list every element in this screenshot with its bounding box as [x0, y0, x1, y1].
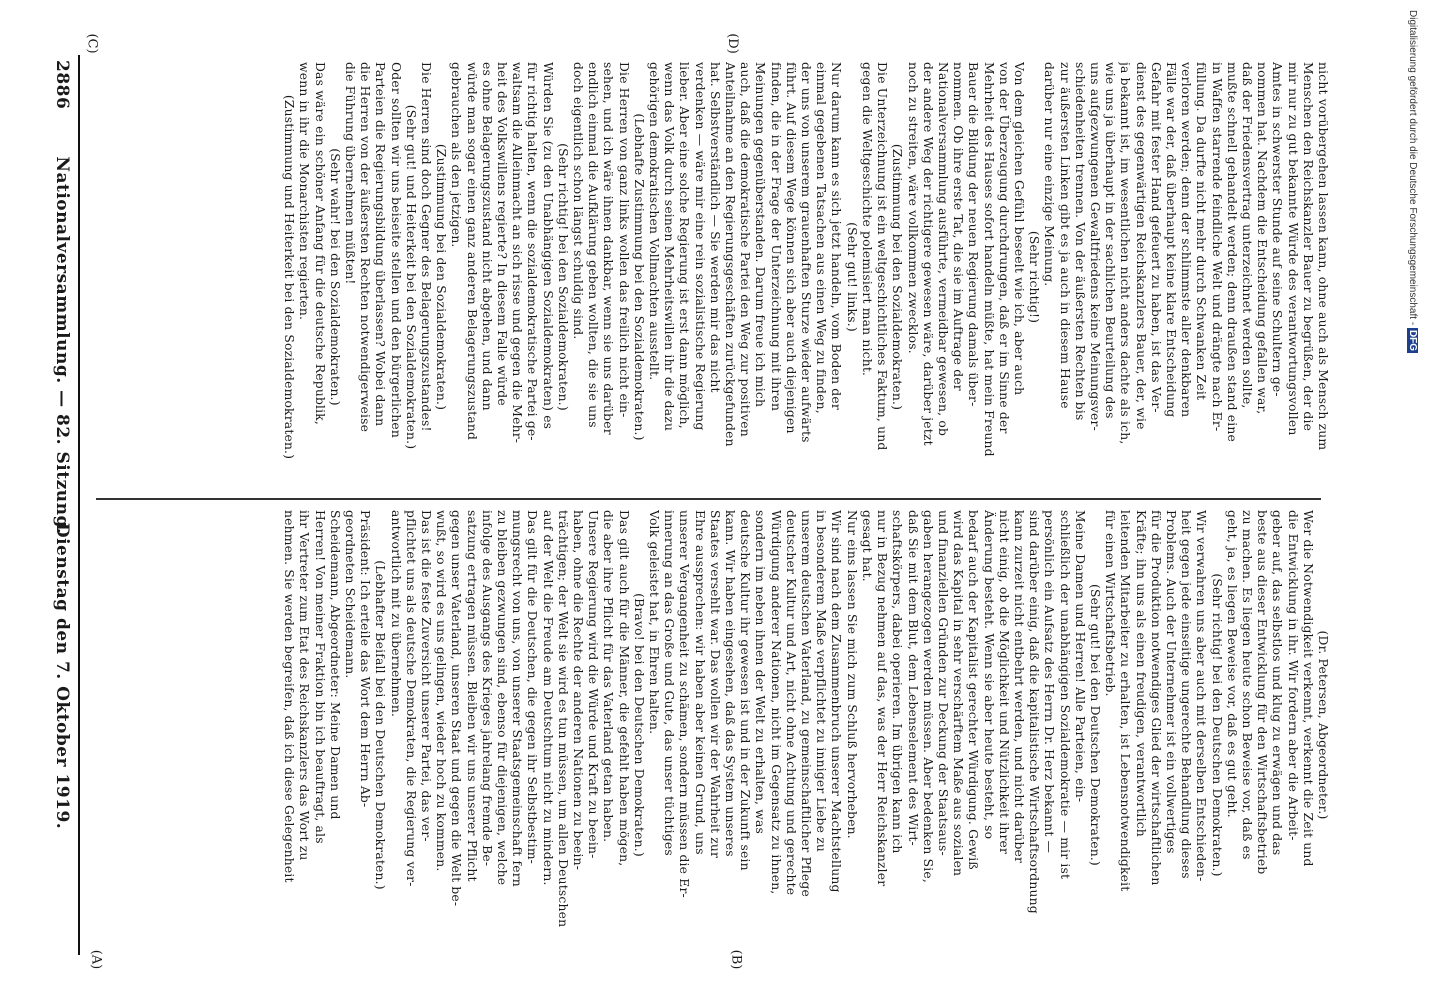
text-line: auf der Welt die Freude am Deutschtum nicht zu mindern. [540, 510, 555, 886]
text-line: lieber. Aber eine solche Regierung ist erst dann möglich, [677, 62, 692, 429]
text-line: zu machen. Es liegen heute schon Beweise vor, daß es [1239, 510, 1254, 860]
text-line: (Zustimmung und Heiterkeit bei den Sozialdemokraten.) [282, 94, 297, 460]
text-line: trächtigen; der Welt sie wird es tun müssen, um allen Deutschen [555, 510, 570, 928]
header-session: Nationalversammlung. — 82. Sitzung. [52, 156, 72, 535]
text-line: Die Herren sind doch Gegner des Belagerungszustandes! [419, 62, 434, 432]
text-line: Das gilt für die Deutschen, die gegen ihr Selbstbestim- [525, 510, 540, 865]
text-line: unserer Vergangenheit zu schämen, sondern müssen die Er- [677, 510, 692, 898]
text-line: antwortlich mit zu übernehmen. [388, 510, 403, 718]
text-line: ihr Vertreter zum Etat des Reichskanzlers das Wort zu [297, 510, 312, 861]
text-line: sehen, und ich wäre ihnen dankbar, wenn sie uns darüber [601, 62, 616, 435]
text-line: nommen hat. Nachdem die Entscheidung gefallen war, [1255, 62, 1270, 415]
text-line: Nur darum kann es sich jetzt handeln, vom Boden der [829, 62, 844, 410]
text-line: geordneten Scheidemann. [343, 510, 357, 679]
text-line: für die Produktion notwendiges Glied der wirtschaftlichen [1148, 510, 1163, 886]
text-line: sind darüber einig, daß die kapitalistische Wirtschaftsordnung [1027, 510, 1042, 914]
text-line: endlich einmal die Aufklärung geben wollten, die sie uns [586, 62, 601, 428]
digitization-credit [1407, 10, 1418, 353]
text-line: daß der Friedensvertrag unterzeichnet werden sollte, [1239, 62, 1254, 409]
text-line: Von dem gleichen Gefühl beseelt wie ich, aber auch [1011, 62, 1026, 396]
text-line: würde man sogar einen ganz anderen Belagerungszustand [464, 62, 479, 441]
page-number: 2886 [52, 60, 72, 110]
text-line: nommen. Ob ihre erste Tat, die sie im Auftrage der [951, 62, 966, 391]
text-line: und finanziellen Gründen zur Deckung der Staatsaus- [935, 510, 950, 856]
margin-letter-c: (C) [84, 33, 100, 54]
text-line: kann. Wir haben eingesehen, daß das System unseres [723, 510, 738, 857]
text-line: es ohne Belagerungszustand nicht abgehen, und dann [479, 62, 494, 411]
text-line: verdenken — wäre mir eine rein sozialistische Regierung [692, 62, 707, 431]
text-line: (Zustimmung bei den Sozialdemokraten.) [434, 143, 449, 411]
text-line: noch zu streiten, wäre vollkommen zwecklos. [905, 62, 920, 354]
text-line: (Lebhafter Beifall bei den Deutschen Demokraten.) [373, 560, 388, 890]
text-line: Wir sind nach dem Zusammenbruch unserer Machtstellung [829, 510, 844, 893]
text-line: geber auf, das selbstlos und klug zu erwägen und das [1270, 510, 1285, 856]
text-column-left [281, 510, 1330, 940]
text-line: (Sehr richtig!) [1027, 230, 1042, 324]
text-line: geht, ja, es liegen Beweise vor, daß es gut geht. [1224, 510, 1239, 818]
text-line: satzung ertragen müssen. Bleiben wir uns unserer Pflicht [464, 510, 479, 882]
text-line: gegen die Weltgeschichte polemisiert man nicht. [859, 62, 874, 377]
text-line: gegen unser Vaterland, unseren Staat und gegen die Welt be- [449, 510, 464, 907]
text-line: Parteien die Regierungsbildung überlassen? Wobei dann [373, 62, 388, 427]
text-line: die Führung übernehmen müßten! [343, 62, 357, 285]
text-line: der uns von unserem grauenhaften Sturze wieder aufwärts [799, 62, 814, 443]
text-line: Oder sollten wir uns beiseite stellen und den bürgerlichen [388, 62, 403, 438]
text-line: mir nur zu gut bekannte Würde des verantwortungsvollen [1285, 62, 1300, 436]
text-line: gehörigen demokratischen Vollmachten ausstellt. [647, 62, 662, 381]
text-line: Die Herren von ganz links wollen das freilich nicht ein- [616, 62, 631, 418]
text-line: Ehre aussprechen: wir haben aber keinen Grund, uns [692, 510, 707, 855]
column-divider [96, 498, 1321, 500]
text-line: Scheidemann, Abgeordneter: Meine Damen und [327, 510, 342, 820]
text-line: Problems. Auch der Unternehmer ist ein vollwertiges [1163, 510, 1178, 854]
text-line: infolge des Ausgangs des Krieges jahrelang fremde Be- [479, 510, 494, 867]
text-line: nur in Bezug nehmen auf das, was der Herr Reichskanzler [875, 510, 890, 887]
text-line: wird das Kapital in sehr verschärftem Maße aus sozialen [951, 510, 966, 877]
text-line: bedarf auch der Kapitalist gerechter Würdigung. Gewiß [966, 510, 981, 870]
text-line: in Waffen starrende feindliche Welt und drängte nach Er- [1209, 62, 1224, 432]
text-line: für richtig halten, wenn die sozialdemokratische Partei ge- [525, 62, 540, 441]
text-line: Würdigung anderer Nationen, nicht im Gegensatz zu ihnen, [768, 510, 783, 895]
text-line: Mehrheit des Hauses sofort handeln müßte, hat mein Freund [981, 62, 996, 457]
text-line: Gefahr mit fester Hand gefeuert zu haben, ist das Ver- [1148, 62, 1163, 413]
text-line: Die Unterzeichnung ist ein weltgeschichtliches Faktum, und [875, 62, 890, 451]
text-line: ja bekannt ist, im wesentlichen nicht anders dachte als ich, [1118, 62, 1133, 445]
text-line: heit des Volkswillens regierte? In diesem Falle würde [495, 62, 510, 406]
text-line: verloren werden; denn der schlimmste aller denkbaren [1179, 62, 1194, 418]
text-line: Anteilnahme an den Regierungsgeschäften zurückgefunden [723, 62, 738, 447]
text-line: Nur eins lassen Sie mich zum Schluß hervorheben. [844, 510, 859, 839]
text-line: Amtes in schwerster Stunde auf seine Schultern ge- [1270, 62, 1285, 397]
text-line: unserem deutschen Vaterland, zu gemeinschaftlicher Pflege [799, 510, 814, 897]
dfg-logo: DFG [1407, 329, 1418, 352]
text-line: mungsrecht von uns, von unserer Staatsgemeinschaft fern [510, 510, 525, 887]
text-line: daß Sie mit dem Blut, dem Lebenselement des Wirt- [905, 510, 920, 846]
credit-text: Digitalisierung gefördert durch die Deutsche Forschungsgemeinschaft - [1407, 10, 1418, 328]
text-line: wenn das Volk durch seinen Mehrheitswillen ihr die dazu [662, 62, 677, 432]
text-line: Bauer die Bildung der neuen Regierung damals über- [966, 62, 981, 407]
text-line: heit gegen jede einseitige ungerechte Behandlung dieses [1179, 510, 1194, 879]
text-line: wußt, so wird es uns gelingen, wieder hoch zu kommen. [434, 510, 449, 872]
text-line: Menschen den Reichskanzler Bauer zu begrüßen, der die [1300, 62, 1315, 432]
text-line: doch eigentlich schon längst schuldig sind. [571, 62, 586, 340]
text-line: innerung an das Große und Gute, das unser tüchtiges [662, 510, 677, 856]
text-line: Würden Sie (zu den Unabhängigen Sozialdemokraten) es [540, 62, 555, 430]
text-line: Das wäre ein schöner Anfang für die deutsche Republik, [312, 62, 327, 426]
text-line: mußte schnell gehandelt werden; denn draußen stand eine [1224, 62, 1239, 442]
text-line: führt. Auf diesem Wege können sich aber auch diejenigen [783, 62, 798, 434]
text-line: (Sehr wahr! bei den Sozialdemokraten.) [327, 148, 342, 406]
text-line: wenn in ihr die Monarchisten regierten. [297, 62, 312, 321]
text-line: uns aufgezwungenen Gewaltfriedens keine Meinungsver- [1087, 62, 1102, 431]
text-line: Das gilt auch für die Männer, die gefehlt haben mögen, [616, 510, 631, 867]
text-line: Änderung besteht. Wenn sie aber heute besteht, so [981, 510, 996, 840]
text-line: Präsident: Ich erteile das Wort dem Herrn Ab- [358, 510, 373, 808]
text-line: (Sehr gut! links.) [844, 222, 859, 332]
header-rule [78, 55, 80, 955]
text-line: finden, die in der Frage der Unterzeichnung mit ihren [768, 62, 783, 412]
text-line: zur äußersten Linken gibt es ja auch in diesem Hause [1057, 62, 1072, 409]
text-line: (Sehr richtig! bei den Sozialdemokraten.) [555, 143, 570, 411]
text-line: beste aus dieser Entwicklung für den Wirtschaftsbetrieb [1255, 510, 1270, 875]
text-line: der andere Weg der richtigere gewesen wäre, darüber jetzt [920, 62, 935, 446]
text-line: Wir verwahren uns aber auch mit derselben Entschieden- [1194, 510, 1209, 882]
text-line: Staates versehlt war. Das wollen wir der Wahrheit zur [707, 510, 722, 859]
text-line: in besonderem Maße verpflichtet zu inniger Liebe zu [814, 510, 829, 852]
text-line: Fälle war der, daß überhaupt keine klare Entscheidung [1163, 62, 1178, 418]
text-line: gesagt hat. [859, 510, 874, 582]
text-line: nehmen. Sie werden begreifen, daß ich diese Gelegenheit [282, 510, 297, 883]
text-line: (Dr. Petersen, Abgeordneter.) [1316, 630, 1330, 820]
text-line: Nationalversammlung ausführte, vermeidbar gewesen, ob [935, 62, 950, 437]
text-line: (Bravo! bei den Deutschen Demokraten.) [631, 593, 646, 857]
text-line: schaftskörpers, dabei operieren. Im übrigen kann ich [890, 510, 905, 854]
text-line: von der Überzeugung durchdrungen, daß er im Sinne der [996, 62, 1011, 434]
text-line: schiedenheiten trennen. Von der äußersten Rechten bis [1072, 62, 1087, 421]
text-line: für einen Wirtschaftsbetrieb. [1103, 510, 1118, 697]
text-line: Meine Damen und Herren! Alle Parteien, ein- [1072, 510, 1087, 803]
text-line: kann zurzeit nicht entbehrt werden, und nicht darüber [1011, 510, 1026, 864]
text-line: Das ist die feste Zuversicht unserer Partei, das ver- [419, 510, 434, 842]
text-line: Wer die Notwendigkeit verkennt, verkennt die Zeit und [1300, 510, 1315, 867]
text-line: deutsche Kultur ihr gewesen ist und in der Zukunft sein [738, 510, 753, 871]
text-line: (Sehr gut! und Heiterkeit bei den Sozialdemokraten.) [403, 104, 418, 450]
text-line: Unsere Regierung wird die Würde und Kraft zu beein- [586, 510, 601, 859]
text-line: schließlich der unabhängigen Sozialdemokratie — mir ist [1057, 510, 1072, 880]
text-line: Kräfte; ihn uns als einen freudigen, verantwortlich [1133, 510, 1148, 837]
text-line: die Entwicklung in ihr. Wir fordern aber die Arbeit- [1285, 510, 1300, 841]
text-line: pflichtet uns als deutsche Demokraten, die Regierung ver- [403, 510, 418, 887]
text-line: (Sehr richtig! bei den Deutschen Demokraten.) [1209, 573, 1224, 877]
margin-letter-a: (A) [88, 949, 104, 970]
text-line: die Herren von der äußersten Rechten notwendigerweise [358, 62, 373, 433]
text-line: darüber nur eine einzige Meinung. [1042, 62, 1057, 287]
text-line: (Lebhafte Zustimmung bei den Sozialdemokraten.) [631, 113, 646, 441]
text-line: wie uns ja überhaupt in der sachlichen Beurteilung des [1103, 62, 1118, 419]
page-header [52, 60, 72, 960]
text-line: gaben herangezogen werden müssen. Aber bedenken Sie, [920, 510, 935, 883]
text-line: deutscher Kultur und Art, nicht ohne Achtung und gerechte [783, 510, 798, 896]
text-line: zu bleiben gezwungen sind, ebenso für diejenigen, welche [495, 510, 510, 886]
text-line: sondern im neben ihnen der Welt zu erhalten, was [753, 510, 768, 835]
text-line: Herren! Von meiner Fraktion bin ich beauftragt, als [312, 510, 327, 844]
text-line: waltsam die Alleinmacht an sich risse und gegen die Mehr- [510, 62, 525, 444]
margin-letter-d: (D) [724, 33, 740, 54]
text-line: (Zustimmung bei den Sozialdemokraten.) [890, 143, 905, 411]
text-line: einmal gegebenen Tatsachen aus einen Weg zu finden, [814, 62, 829, 414]
text-line: nicht einig, ob die Möglichkeit und Nützlichkeit ihrer [996, 510, 1011, 855]
text-line: nicht vorübergehen lassen kann, ohne auch als Mensch zum [1316, 62, 1330, 451]
text-line: Meinungen gegenüberstanden. Darum freue ich mich [753, 62, 768, 408]
text-line: leitenden Mitarbeiter zu erhalten, ist Lebensnotwendigkeit [1118, 510, 1133, 892]
header-date: Dienstag den 7. Oktober 1919. [52, 522, 72, 830]
text-line: (Sehr gut! bei den Deutschen Demokraten.) [1087, 584, 1102, 866]
text-line: dienst des gegenwärtigen Reichskanzlers Bauer, der, wie [1133, 62, 1148, 430]
text-line: füllung. Da durfte nicht mehr durch Schwanken Zeit [1194, 62, 1209, 401]
text-column-right [281, 62, 1330, 492]
text-line: gebrauchen als den jetzigen. [449, 62, 464, 248]
margin-letter-b: (B) [728, 949, 744, 970]
text-line: hat. Selbstverständlich — Sie werden mir das nicht [707, 62, 722, 393]
text-line: auch, daß die demokratische Partei den Weg zur positiven [738, 62, 753, 437]
text-line: persönlich ein Aufsatz des Herrn Dr. Herz bekannt — [1042, 510, 1057, 854]
text-line: die aber ihre Pflicht für das Vaterland getan haben. [601, 510, 616, 843]
text-line: Volk geleistet hat, in Ehren halten. [647, 510, 662, 735]
text-line: haben, ohne die Rechte der anderen Nationen zu beein- [571, 510, 586, 871]
